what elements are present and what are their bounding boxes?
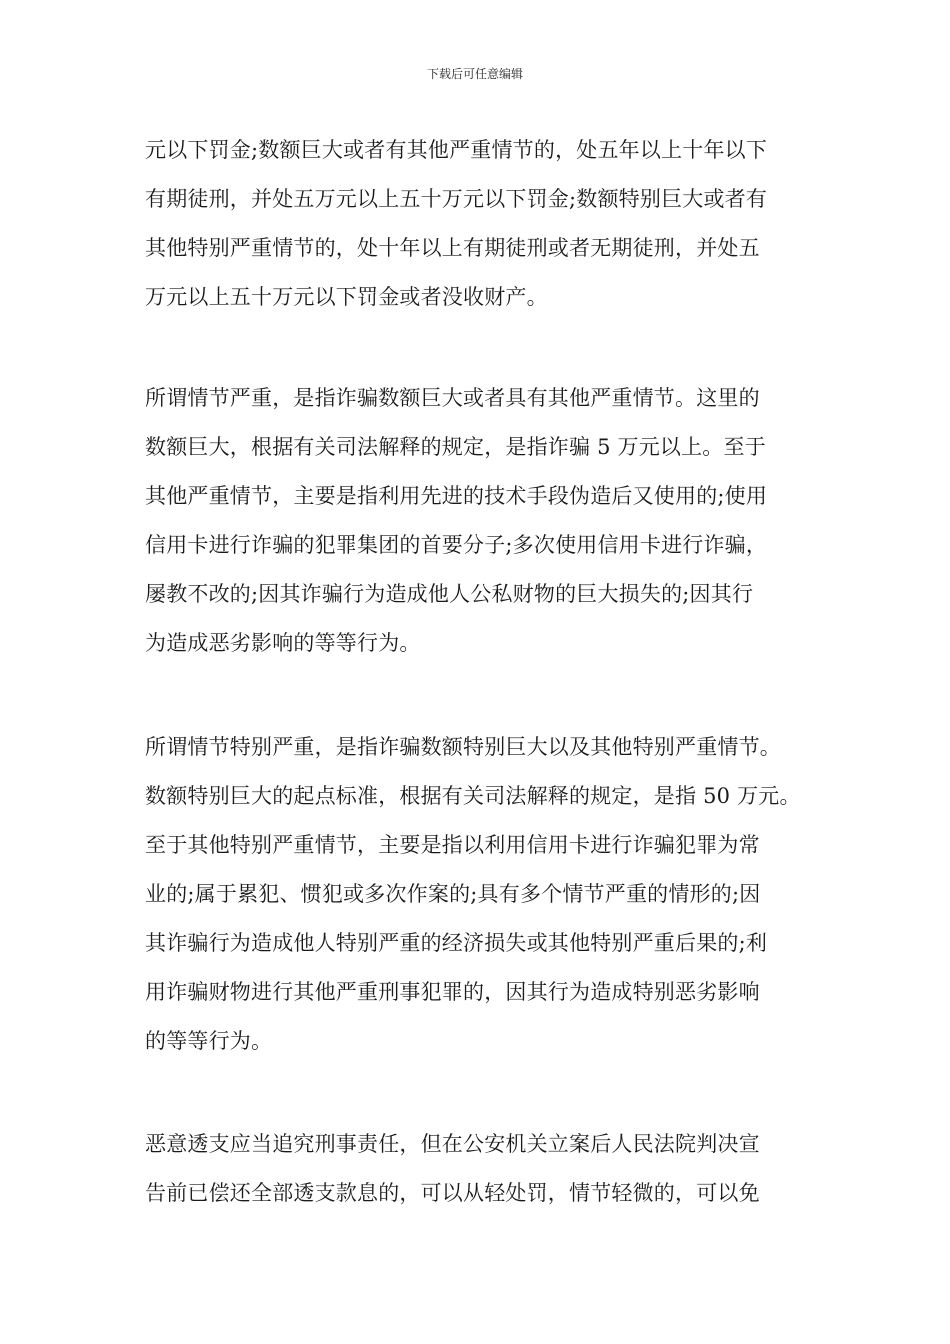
text-line: 元以下罚金;数额巨大或者有其他严重情节的，处五年以上十年以下: [145, 138, 768, 162]
text-line: 为造成恶劣影响的等等行为。: [145, 631, 421, 655]
text-line: 其诈骗行为造成他人特别严重的经济损失或其他特别严重后果的;利: [145, 931, 768, 955]
text-line: 告前已偿还全部透支款息的，可以从轻处罚，情节轻微的，可以免: [145, 1181, 760, 1205]
text-line: 信用卡进行诈骗的犯罪集团的首要分子;多次使用信用卡进行诈骗，: [145, 533, 768, 557]
page-header: 下载后可任意编辑: [426, 67, 523, 81]
text-line: 至于其他特别严重情节，主要是指以利用信用卡进行诈骗犯罪为常: [145, 833, 760, 857]
text-line: 数额巨大，根据有关司法解释的规定，是指诈骗 5 万元以上。至于: [145, 435, 766, 459]
text-line: 用诈骗财物进行其他严重刑事犯罪的，因其行为造成特别恶劣影响: [145, 980, 760, 1004]
text-line: 所谓情节特别严重，是指诈骗数额特别巨大以及其他特别严重情节。: [145, 735, 781, 759]
text-line: 恶意透支应当追究刑事责任，但在公安机关立案后人民法院判决宣: [145, 1132, 760, 1156]
text-line: 数额特别巨大的起点标准，根据有关司法解释的规定，是指 50 万元。: [145, 784, 801, 808]
paragraph-1: [145, 138, 825, 334]
paragraph-3: [145, 735, 825, 1078]
text-line: 其他严重情节，主要是指利用先进的技术手段伪造后又使用的;使用: [145, 484, 768, 508]
paragraph-4: [145, 1132, 825, 1230]
text-line: 其他特别严重情节的，处十年以上有期徒刑或者无期徒刑，并处五: [145, 236, 760, 260]
text-line: 业的;属于累犯、惯犯或多次作案的;具有多个情节严重的情形的;因: [145, 882, 761, 906]
text-line: 有期徒刑，并处五万元以上五十万元以下罚金;数额特别巨大或者有: [145, 187, 768, 211]
text-line: 屡教不改的;因其诈骗行为造成他人公私财物的巨大损失的;因其行: [145, 582, 754, 606]
text-line: 的等等行为。: [145, 1029, 273, 1053]
text-line: 万元以上五十万元以下罚金或者没收财产。: [145, 285, 548, 309]
text-line: 所谓情节严重，是指诈骗数额巨大或者具有其他严重情节。这里的: [145, 386, 760, 410]
paragraph-2: [145, 386, 825, 680]
